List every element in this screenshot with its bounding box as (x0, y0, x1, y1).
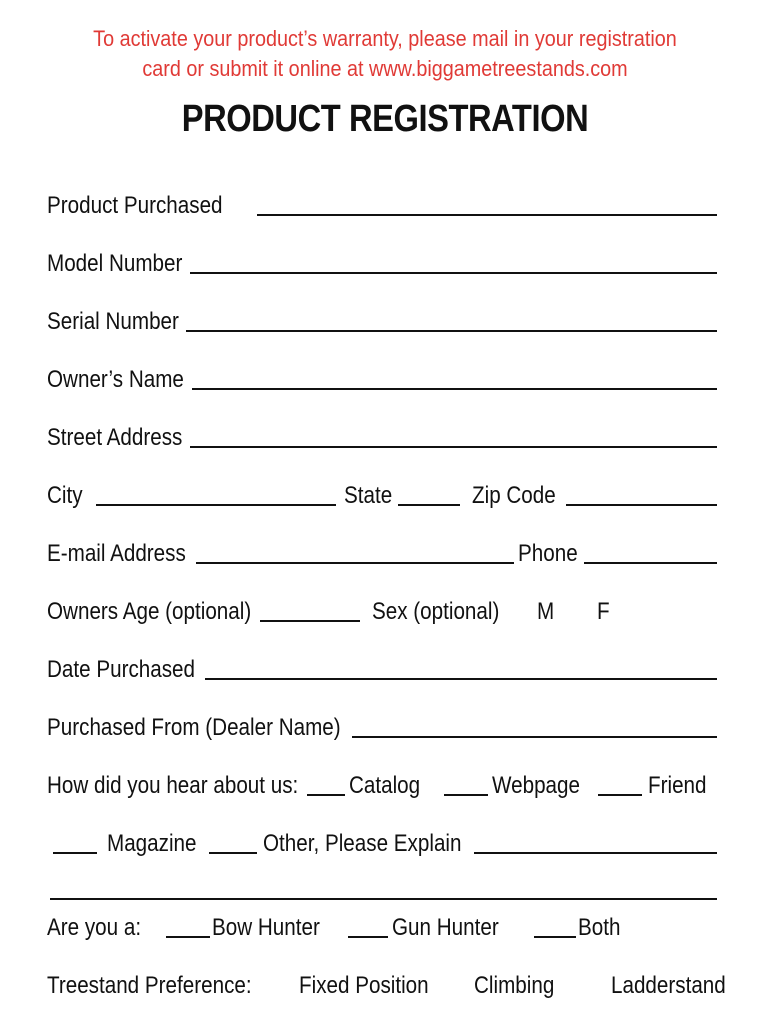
email-label: E-mail Address (47, 540, 186, 567)
catalog-label: Catalog (349, 772, 421, 799)
fixed-position-option[interactable]: Fixed Position (298, 972, 429, 999)
notice-line-2: card or submit it online at www.biggametreestands.com (142, 56, 628, 81)
catalog-checkbox[interactable] (307, 794, 345, 796)
warranty-notice (39, 24, 732, 84)
page-title: PRODUCT REGISTRATION (181, 98, 589, 140)
purchased-from-row (47, 708, 717, 742)
other-explain-row (50, 870, 717, 904)
street-address-row (47, 418, 717, 452)
phone-label: Phone (518, 540, 579, 567)
owners-name-field[interactable] (192, 388, 717, 390)
email-field[interactable] (196, 562, 514, 564)
city-state-zip-row (47, 476, 717, 510)
owners-name-row (47, 360, 717, 394)
owners-age-label: Owners Age (optional) (47, 598, 252, 625)
bow-hunter-label: Bow Hunter (212, 914, 321, 941)
treestand-preference-row (47, 966, 726, 1000)
product-purchased-label: Product Purchased (47, 192, 223, 219)
city-field[interactable] (96, 504, 336, 506)
state-label: State (344, 482, 393, 509)
other-explain-field[interactable] (474, 852, 717, 854)
owners-age-field[interactable] (260, 620, 360, 622)
product-purchased-row (47, 186, 717, 220)
product-purchased-field[interactable] (257, 214, 717, 216)
purchased-from-label: Purchased From (Dealer Name) (47, 714, 341, 741)
gun-hunter-checkbox[interactable] (348, 936, 388, 938)
model-number-row (47, 244, 717, 278)
both-checkbox[interactable] (534, 936, 576, 938)
purchased-from-field[interactable] (352, 736, 717, 738)
hear-about-label: How did you hear about us: (47, 772, 299, 799)
both-label: Both (577, 914, 621, 941)
date-purchased-row (47, 650, 717, 684)
friend-label: Friend (648, 772, 707, 799)
magazine-other-row (47, 824, 717, 858)
zip-code-label: Zip Code (472, 482, 557, 509)
state-field[interactable] (398, 504, 460, 506)
owners-name-label: Owner’s Name (47, 366, 184, 393)
email-phone-row (47, 534, 717, 568)
street-address-field[interactable] (190, 446, 717, 448)
street-address-label: Street Address (47, 424, 183, 451)
notice-line-1: To activate your product’s warranty, please mail in your registration (93, 26, 677, 51)
climbing-option[interactable]: Climbing (473, 972, 554, 999)
sex-label: Sex (optional) (372, 598, 500, 625)
friend-checkbox[interactable] (598, 794, 642, 796)
serial-number-field[interactable] (186, 330, 717, 332)
serial-number-label: Serial Number (47, 308, 179, 335)
other-label: Other, Please Explain (263, 830, 462, 857)
zip-code-field[interactable] (566, 504, 717, 506)
sex-option-f[interactable]: F (596, 598, 610, 625)
ladderstand-option[interactable]: Ladderstand (611, 972, 726, 999)
model-number-label: Model Number (47, 250, 183, 277)
treestand-preference-label: Treestand Preference: (47, 972, 252, 999)
magazine-label: Magazine (107, 830, 197, 857)
magazine-checkbox[interactable] (53, 852, 97, 854)
hunter-type-row (47, 908, 717, 942)
model-number-field[interactable] (190, 272, 717, 274)
hear-about-row (47, 766, 717, 800)
date-purchased-field[interactable] (205, 678, 717, 680)
hunter-type-label: Are you a: (47, 914, 142, 941)
gun-hunter-label: Gun Hunter (391, 914, 499, 941)
bow-hunter-checkbox[interactable] (166, 936, 210, 938)
webpage-checkbox[interactable] (444, 794, 488, 796)
age-sex-row (47, 592, 717, 626)
other-explain-continued-field[interactable] (50, 898, 717, 900)
phone-field[interactable] (584, 562, 717, 564)
city-label: City (47, 482, 83, 509)
other-checkbox[interactable] (209, 852, 257, 854)
date-purchased-label: Date Purchased (47, 656, 196, 683)
serial-number-row (47, 302, 717, 336)
sex-option-m[interactable]: M (536, 598, 554, 625)
webpage-label: Webpage (491, 772, 580, 799)
